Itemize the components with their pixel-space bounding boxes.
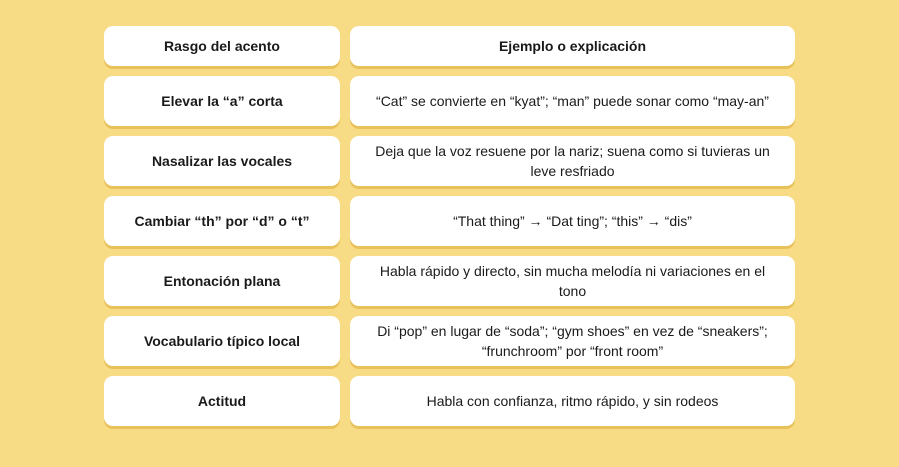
table-row (104, 76, 795, 126)
table-row (104, 316, 795, 366)
table-row (104, 376, 795, 426)
feature-cell: Vocabulario típico local (104, 316, 340, 366)
example-cell: Deja que la voz resuene por la nariz; suena como si tuvieras un leve resfriado (350, 136, 795, 186)
feature-cell: Entonación plana (104, 256, 340, 306)
table-row (104, 136, 795, 186)
example-cell: “That thing” → “Dat ting”; “this” → “dis” (350, 196, 795, 246)
example-cell: Habla rápido y directo, sin mucha melodía ni variaciones en el tono (350, 256, 795, 306)
accent-table (104, 26, 795, 436)
feature-cell: Cambiar “th” por “d” o “t” (104, 196, 340, 246)
feature-cell: Actitud (104, 376, 340, 426)
example-cell: Di “pop” en lugar de “soda”; “gym shoes” en vez de “sneakers”; “frunchroom” por “front room” (350, 316, 795, 366)
feature-cell: Nasalizar las vocales (104, 136, 340, 186)
example-cell: Habla con confianza, ritmo rápido, y sin rodeos (350, 376, 795, 426)
feature-cell: Elevar la “a” corta (104, 76, 340, 126)
table-header-row (104, 26, 795, 66)
table-row (104, 196, 795, 246)
example-cell: “Cat” se convierte en “kyat”; “man” puede sonar como “may-an” (350, 76, 795, 126)
header-example: Ejemplo o explicación (350, 26, 795, 66)
table-row (104, 256, 795, 306)
header-feature: Rasgo del acento (104, 26, 340, 66)
